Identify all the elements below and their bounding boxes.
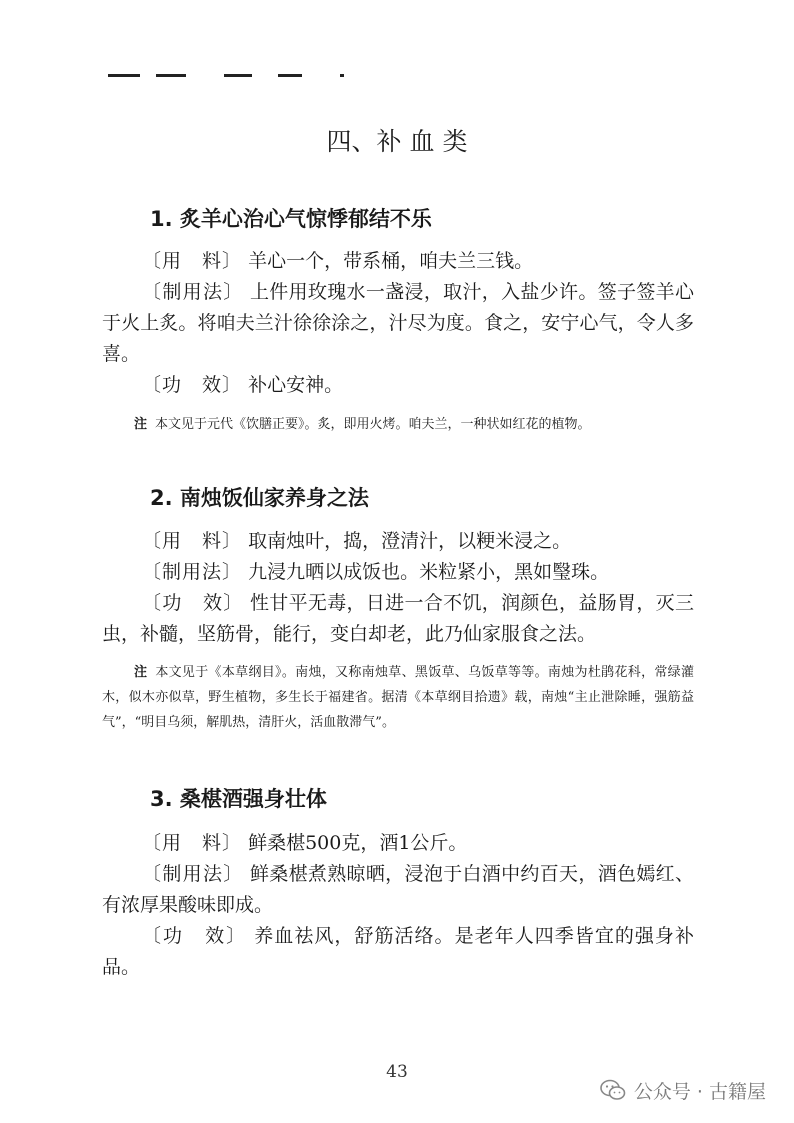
effect-line: 〔功 效〕 补心安神。	[142, 374, 344, 396]
watermark-text: 公众号 · 古籍屋	[633, 1080, 766, 1103]
ingredients-line: 〔用 料〕 鲜桑椹500克，酒1公斤。	[142, 832, 468, 854]
section-3-body	[102, 828, 694, 983]
watermark	[600, 1074, 766, 1106]
section-2-note: 注 本文见于《本草纲目》。南烛，又称南烛草、黑饭草、乌饭草等等。南烛为杜鹃花科，常绿灌木，似木亦似草，野生植物，多生长于福建省。据清《本草纲目拾遗》载，南烛“主止泄除睡，强筋益气”，“明目乌须，解肌热，清肝火，活血散滞气”。	[102, 665, 694, 730]
method-line: 〔制用法〕 鲜桑椹煮熟晾晒，浸泡于白酒中约百天，酒色嫣红、有浓厚果酸味即成。	[102, 863, 694, 916]
section-1-body	[102, 246, 694, 401]
method-line: 〔制用法〕 上件用玫瑰水一盏浸，取汁，入盐少许。签子签羊心于火上炙。将咱夫兰汁徐徐涂之，汁尽为度。食之，安宁心气，令人多喜。	[102, 281, 694, 365]
section-1-note: 注 本文见于元代《饮膳正要》。炙，即用火烤。咱夫兰，一种状如红花的植物。	[134, 417, 591, 432]
section-heading-1: 1. 炙羊心治心气惊悸郁结不乐	[150, 207, 432, 231]
effect-line: 〔功 效〕 性甘平无毒，日进一合不饥，润颜色，益肠胃，灭三虫，补髓，坚筋骨，能行，变白却老，此乃仙家服食之法。	[102, 592, 694, 645]
ingredients-line: 〔用 料〕 羊心一个，带系桶，咱夫兰三钱。	[142, 250, 534, 272]
section-heading-3: 3. 桑椹酒强身壮体	[150, 787, 327, 811]
wechat-icon	[600, 1079, 626, 1101]
section-2-body	[102, 526, 694, 650]
section-heading-2: 2. 南烛饭仙家养身之法	[150, 486, 369, 510]
page-number: 43	[386, 1062, 408, 1082]
method-line: 〔制用法〕 九浸九晒以成饭也。米粒紧小，黑如瑿珠。	[142, 561, 610, 583]
ingredients-line: 〔用 料〕 取南烛叶，捣，澄清汁，以粳米浸之。	[142, 530, 572, 552]
chapter-title: 四、补 血 类	[326, 127, 468, 156]
effect-line: 〔功 效〕 养血祛风，舒筋活络。是老年人四季皆宜的强身补品。	[102, 925, 694, 978]
